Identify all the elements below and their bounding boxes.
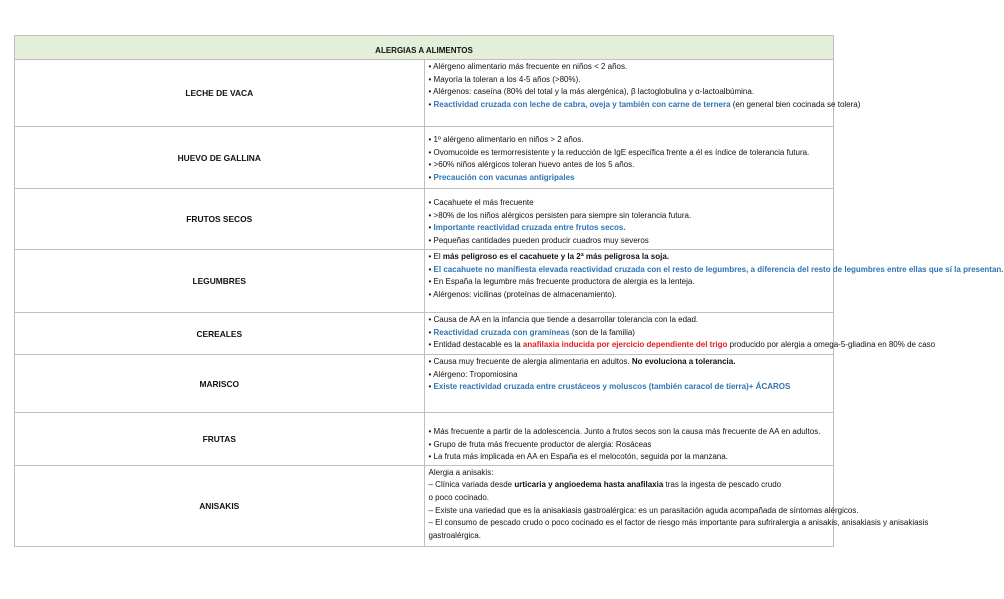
text-segment: • Alérgenos: vicilinas (proteínas de almacenamiento). <box>428 289 617 299</box>
text-segment: (en general bien cocinada se tolera) <box>730 99 861 109</box>
text-segment: • >60% niños alérgicos toleran huevo antes de los 5 años. <box>428 160 635 170</box>
description-line <box>429 134 828 147</box>
description-line <box>429 381 828 394</box>
description-line <box>429 86 828 99</box>
text-segment: – El consumo de pescado crudo o poco cocinado es el factor de riesgo más importante para sufriralergia a anisakis, anisakiasis y anisakiasis <box>428 518 929 528</box>
text-segment: • Más frecuente a partir de la adolescencia. Junto a frutos secos son la causa más frecuente de AA en adultos. <box>428 427 821 436</box>
text-segment: Precaución con vacunas antigripales <box>433 172 575 182</box>
description-line <box>429 467 828 480</box>
description-cell <box>424 465 929 546</box>
description-line <box>428 339 936 352</box>
text-segment: • Cacahuete el más frecuente <box>428 198 534 207</box>
table-row <box>15 189 834 250</box>
description-line <box>429 327 828 340</box>
description-line <box>429 426 828 439</box>
category-cell: HUEVO DE GALLINA <box>15 127 425 189</box>
category-cell: CEREALES <box>15 313 425 355</box>
table-row <box>15 313 834 355</box>
description-line <box>429 451 828 464</box>
text-segment: • Ovomucoide es termorresistente y la reducción de IgE específica frente a él es índice de tolerancia futura. <box>428 147 810 157</box>
description-line <box>429 251 828 264</box>
table-row <box>15 250 834 313</box>
table-row <box>15 60 834 127</box>
text-segment: o poco cocinado. <box>428 492 489 502</box>
text-segment: • <box>428 327 434 337</box>
text-segment: Alergia a anisakis: <box>428 467 494 477</box>
text-segment: Reactividad cruzada con gramíneas <box>433 327 570 337</box>
description-line <box>429 289 828 302</box>
description-line <box>428 505 859 518</box>
description-cell <box>424 189 834 250</box>
text-segment: • <box>428 264 434 274</box>
category-cell: FRUTAS <box>15 413 425 466</box>
description-line <box>429 74 828 87</box>
description-line <box>429 314 828 327</box>
text-segment: gastroalérgica. <box>428 530 481 540</box>
description-cell <box>424 355 834 413</box>
category-cell: LECHE DE VACA <box>15 60 425 127</box>
text-segment: urticaria y angioedema hasta anafilaxia <box>514 480 664 490</box>
table-row <box>15 355 834 413</box>
table-title: ALERGIAS A ALIMENTOS <box>15 36 834 60</box>
text-segment: • 1º alérgeno alimentario en niños > 2 años. <box>428 135 584 144</box>
description-line <box>429 159 828 172</box>
category-cell: ANISAKIS <box>15 465 425 546</box>
description-cell <box>424 250 1004 313</box>
description-line <box>429 369 828 382</box>
description-line <box>428 99 861 112</box>
text-segment: • Pequeñas cantidades pueden producir cuadros muy severos <box>428 235 649 245</box>
text-segment: • Causa muy frecuente de alergia alimentaria en adultos. <box>428 357 632 366</box>
category-cell: LEGUMBRES <box>15 250 425 313</box>
text-segment: Existe reactividad cruzada entre crustáceos y moluscos (también caracol de tierra)+ ÁCAROS <box>433 382 791 392</box>
description-line <box>429 439 828 452</box>
text-segment: • <box>428 99 434 109</box>
text-segment: • Alérgeno: Tropomiosina <box>428 369 518 379</box>
text-segment: • En España la legumbre más frecuente productora de alergia es la lenteja. <box>428 277 695 287</box>
text-segment: – Clínica variada desde <box>428 480 515 490</box>
text-segment: más peligroso es el cacahuete y la 2ª más peligrosa la soja. <box>442 252 670 261</box>
description-cell <box>424 60 861 127</box>
text-segment: • <box>428 223 434 233</box>
text-segment: • Mayoría la toleran a los 4-5 años (>80%). <box>428 74 581 84</box>
table-row <box>15 127 834 189</box>
description-line <box>429 235 828 248</box>
text-segment: Importante reactividad cruzada entre frutos secos. <box>433 223 626 233</box>
text-segment: • Entidad destacable es la <box>428 340 523 350</box>
allergy-table <box>14 35 1004 547</box>
text-segment: – Existe una variedad que es la anisakiasis gastroalérgica: es un parasitación aguda acompañada de síntomas alérgicos. <box>428 505 859 515</box>
description-line <box>429 210 828 223</box>
description-line <box>428 517 929 530</box>
text-segment: • La fruta más implicada en AA en España es el melocotón, seguida por la manzana. <box>428 452 728 462</box>
text-segment: producido por alergia a omega-5-gliadina en 80% de caso <box>727 340 936 350</box>
text-segment: • Grupo de fruta más frecuente productor de alergia: Rosáceas <box>428 439 652 449</box>
text-segment: • <box>428 172 434 182</box>
text-segment: • >80% de los niños alérgicos persisten para siempre sin tolerancia futura. <box>428 210 692 220</box>
text-segment: Reactividad cruzada con leche de cabra, oveja y también con carne de ternera <box>433 99 731 109</box>
description-line <box>429 479 828 492</box>
text-segment: (son de la familia) <box>569 327 635 337</box>
description-line <box>429 276 828 289</box>
description-line <box>429 222 828 235</box>
category-cell: FRUTOS SECOS <box>15 189 425 250</box>
text-segment: • <box>428 382 434 392</box>
category-cell: MARISCO <box>15 355 425 413</box>
text-segment: No evoluciona a tolerancia. <box>631 357 736 366</box>
description-line <box>429 147 828 160</box>
description-cell <box>424 127 834 189</box>
description-cell <box>424 413 834 466</box>
description-line <box>429 492 828 505</box>
table-row <box>15 413 834 466</box>
description-line <box>429 172 828 185</box>
text-segment: • Alérgenos: caseína (80% del total y la más alergénica), β lactoglobulina y α-lactoalbúmina. <box>428 87 755 97</box>
text-segment: • Alérgeno alimentario más frecuente en niños < 2 años. <box>428 62 628 71</box>
description-line <box>428 264 1004 277</box>
description-line <box>429 61 828 74</box>
table-body <box>15 60 1004 547</box>
text-segment: El cacahuete no manifiesta elevada reactividad cruzada con el resto de legumbres, a diferencia del resto de legumbres entre ellas que sí la presentan. <box>433 264 1004 274</box>
text-segment: • El <box>428 252 443 261</box>
text-segment: • Causa de AA en la infancia que tiende a desarrollar tolerancia con la edad. <box>428 315 699 324</box>
description-line <box>429 197 828 210</box>
text-segment: anafilaxia inducida por ejercicio dependiente del trigo <box>522 340 728 350</box>
text-segment: tras la ingesta de pescado crudo <box>663 480 782 490</box>
description-line <box>429 356 828 369</box>
table-row <box>15 465 834 546</box>
description-line <box>429 530 828 543</box>
description-cell <box>424 313 936 355</box>
